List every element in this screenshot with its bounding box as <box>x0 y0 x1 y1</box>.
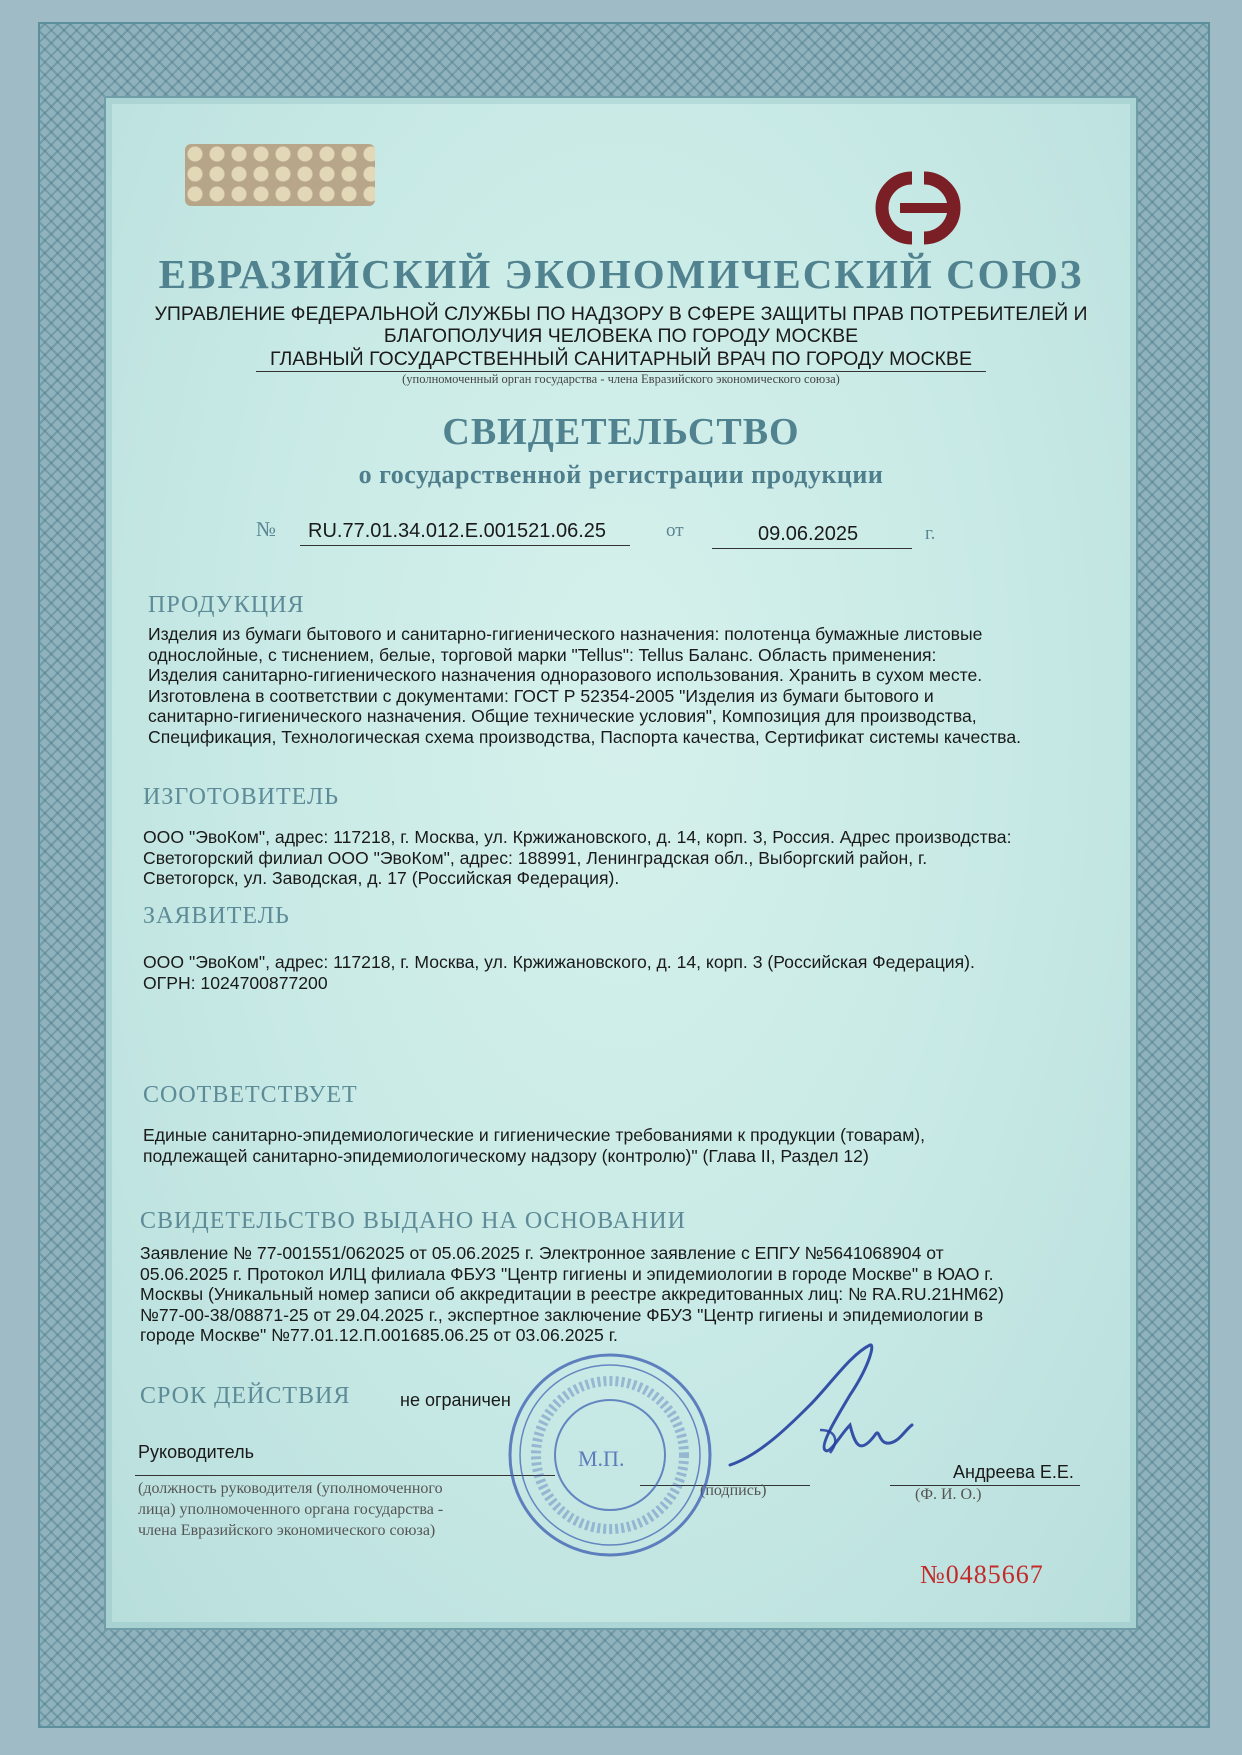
union-title: ЕВРАЗИЙСКИЙ ЭКОНОМИЧЕСКИЙ СОЮЗ <box>158 251 1084 297</box>
conforms-text: Единые санитарно-эпидемиологические и гигиенические требованиями к продукции (товарам), подлежащей санитарно-эпидемиологическому надзору (контролю)" (Глава II, Раздел 12) <box>143 1125 926 1166</box>
manufacturer-text: ООО "ЭвоКом", адрес: 117218, г. Москва, ул. Кржижановского, д. 14, корп. 3, Россия. Адрес производства: Светогорский филиал ООО "ЭвоКом", адрес: 188991, Ленинградская обл., Выборгский район, г. Светогорск, ул. Заводская, д. 17 (Российская Федерация). <box>143 827 1012 888</box>
date-underline <box>712 548 912 549</box>
number-underline <box>300 545 630 546</box>
fio-label: (Ф. И. О.) <box>915 1486 982 1503</box>
basis-heading: СВИДЕТЕЛЬСТВО ВЫДАНО НА ОСНОВАНИИ <box>140 1208 686 1234</box>
position-note: (должность руководителя (уполномоченного лица) уполномоченного органа государства - члена Евразийского экономического союза) <box>138 1480 444 1539</box>
validity-value: не ограничен <box>400 1390 511 1410</box>
basis-text: Заявление № 77-001551/062025 от 05.06.2025 г. Электронное заявление с ЕПГУ №5641068904 от 05.06.2025 г. Протокол ИЛЦ филиала ФБУЗ "Центр гигиены и эпидемиологии в городе Москве" в ЮАО г. Москвы (Уникальный номер записи об аккредитации в реестре аккредитованных лиц: № RA.RU.21НМ62) №77-00-38/08871-25 от 29.04.2025 г., экспертное заключение ФБУЗ "Центр гигиены и эпидемиологии в городе Москве" №77.01.12.П.001685.06.25 от 03.06.2025 г. <box>140 1243 1004 1345</box>
signature <box>700 1335 940 1495</box>
certificate-date: 09.06.2025 <box>758 523 859 545</box>
year-suffix: г. <box>925 523 936 544</box>
signature-label: (подпись) <box>700 1482 767 1499</box>
product-text: Изделия из бумаги бытового и санитарно-гигиенического назначения: полотенца бумажные листовые однослойные, с тиснением, белые, торговой марки "Tellus": Tellus Баланс. Область применения: Изделия санитарно-гигиенического назначения одноразового использования. Хранить в сухом месте. Изготовлена в соответствии с документами: ГОСТ Р 52354-2005 "Изделия из бумаги бытового и санитарно-гигиенического назначения. Общие технические условия", Композиция для производства, Спецификация, Технологическая схема производства, Паспорта качества, Сертификат системы качества. <box>148 624 1021 747</box>
number-label: № <box>256 517 277 541</box>
se-mark-logo <box>864 168 974 248</box>
position-underline <box>135 1475 555 1476</box>
org-line-2: БЛАГОПОЛУЧИЯ ЧЕЛОВЕКА ПО ГОРОДУ МОСКВЕ <box>383 325 859 347</box>
manufacturer-heading: ИЗГОТОВИТЕЛЬ <box>143 784 340 810</box>
hologram-sticker <box>185 144 375 206</box>
from-label: от <box>666 520 684 541</box>
org-line-3: ГЛАВНЫЙ ГОСУДАРСТВЕННЫЙ САНИТАРНЫЙ ВРАЧ ПО ГОРОДУ МОСКВЕ <box>270 348 972 370</box>
validity-heading: СРОК ДЕЙСТВИЯ <box>140 1383 351 1409</box>
certificate-number: RU.77.01.34.012.E.001521.06.25 <box>308 520 607 542</box>
org-line-1: УПРАВЛЕНИЕ ФЕДЕРАЛЬНОЙ СЛУЖБЫ ПО НАДЗОРУ В СФЕРЕ ЗАЩИТЫ ПРАВ ПОТРЕБИТЕЛЕЙ И <box>154 303 1088 325</box>
signatory-name: Андреева Е.Е. <box>953 1462 1074 1482</box>
product-heading: ПРОДУКЦИЯ <box>148 592 305 618</box>
certificate-title: СВИДЕТЕЛЬСТВО <box>442 411 800 453</box>
serial-number: №0485667 <box>920 1560 1044 1589</box>
stamp-label: М.П. <box>578 1446 625 1471</box>
signatory-position: Руководитель <box>138 1442 254 1462</box>
conforms-heading: СООТВЕТСТВУЕТ <box>143 1082 358 1108</box>
applicant-heading: ЗАЯВИТЕЛЬ <box>143 903 290 929</box>
org-note: (уполномоченный орган государства - члена Евразийского экономического союза) <box>402 372 840 386</box>
applicant-text: ООО "ЭвоКом", адрес: 117218, г. Москва, ул. Кржижановского, д. 14, корп. 3 (Российская Федерация). ОГРН: 1024700877200 <box>143 952 975 993</box>
certificate-subtitle: о государственной регистрации продукции <box>358 460 884 489</box>
